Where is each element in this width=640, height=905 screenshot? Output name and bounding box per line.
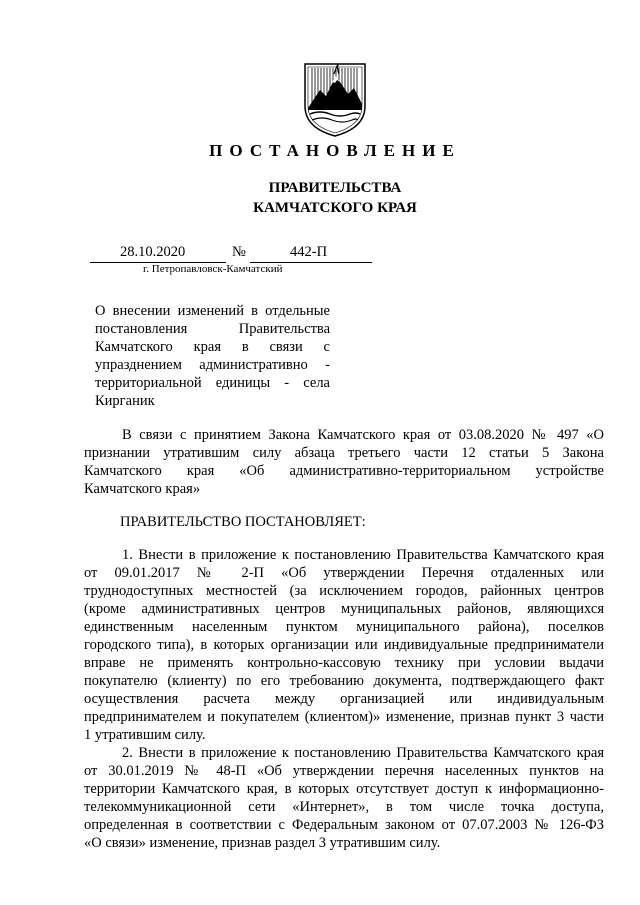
paragraph-line: Камчатского края «Об административно-территориальном устройстве	[84, 463, 604, 479]
item-1-paragraph	[84, 546, 604, 744]
issuer-line: ПРАВИТЕЛЬСТВА	[268, 180, 402, 196]
paragraph-line: предпринимателем и покупателем (клиентом)» изменение, признав пункт 3 части	[84, 709, 604, 725]
paragraph-line: (кроме административных центров муниципальных районов, являющихся	[84, 601, 604, 617]
paragraph-line: определенная в соответствии с Федеральным законом от 07.07.2003 № 126-ФЗ	[84, 817, 604, 833]
document-number: 442-П	[290, 244, 328, 260]
decree-call: ПРАВИТЕЛЬСТВО ПОСТАНОВЛЯЕТ:	[120, 514, 366, 530]
preamble-paragraph	[84, 426, 604, 498]
subject-line: Кирганик	[95, 393, 155, 409]
subject-line: постановления Правительства	[95, 321, 330, 337]
paragraph-line: 1. Внести в приложение к постановлению Правительства Камчатского края	[122, 547, 604, 563]
subject-line: Камчатского края в связи с	[95, 339, 330, 355]
subject-line: территориальной единицы - села	[95, 375, 330, 391]
paragraph-line: от 09.01.2017 № 2-П «Об утверждении Перечня отдаленных или	[84, 565, 604, 581]
paragraph-line: покупателю (клиенту) по его требованию документа, подтверждающего факт	[84, 673, 604, 689]
paragraph-line: «О связи» изменение, признав раздел 3 утратившим силу.	[84, 835, 441, 851]
kamchatka-coat-of-arms-icon	[300, 60, 370, 138]
paragraph-line: 1 утратившим силу.	[84, 727, 206, 743]
paragraph-line: 2. Внести в приложение к постановлению Правительства Камчатского края	[122, 745, 604, 761]
issuer-block	[0, 178, 640, 218]
subject-line: упразднением административно -	[95, 357, 330, 373]
document-type-title: ПОСТАНОВЛЕНИЕ	[209, 141, 461, 160]
paragraph-line: единственным населенным пунктом муниципального района), поселков	[84, 619, 604, 635]
number-sign: №	[232, 244, 246, 260]
paragraph-line: признании утратившим силу абзаца третьего части 12 статьи 5 Закона	[84, 445, 604, 461]
paragraph-line: городского типа), в которых организации или индивидуальные предприниматели	[84, 637, 604, 653]
subject-block	[95, 302, 330, 410]
subject-line: О внесении изменений в отдельные	[95, 303, 330, 319]
place-of-issue: г. Петропавловск-Камчатский	[143, 263, 283, 275]
paragraph-line: В связи с принятием Закона Камчатского края от 03.08.2020 № 497 «О	[122, 427, 604, 443]
paragraph-line: Камчатского края»	[84, 481, 201, 497]
issuer-line: КАМЧАТСКОГО КРАЯ	[253, 200, 417, 216]
item-2-paragraph	[84, 744, 604, 852]
paragraph-line: труднодоступных местностей (за исключением городов, районных центров	[84, 583, 604, 599]
paragraph-line: осуществления расчета между организацией или индивидуальным	[84, 691, 604, 707]
paragraph-line: вправе не применять контрольно-кассовую технику при условии выдачи	[84, 655, 604, 671]
paragraph-line: территории Камчатского края, в которых отсутствует доступ к информационно-	[84, 781, 604, 797]
paragraph-line: от 30.01.2019 № 48-П «Об утверждении перечня населенных пунктов на	[84, 763, 604, 779]
paragraph-line: телекоммуникационной сети «Интернет», в том числе точка доступа,	[84, 799, 604, 815]
document-date: 28.10.2020	[120, 244, 186, 260]
